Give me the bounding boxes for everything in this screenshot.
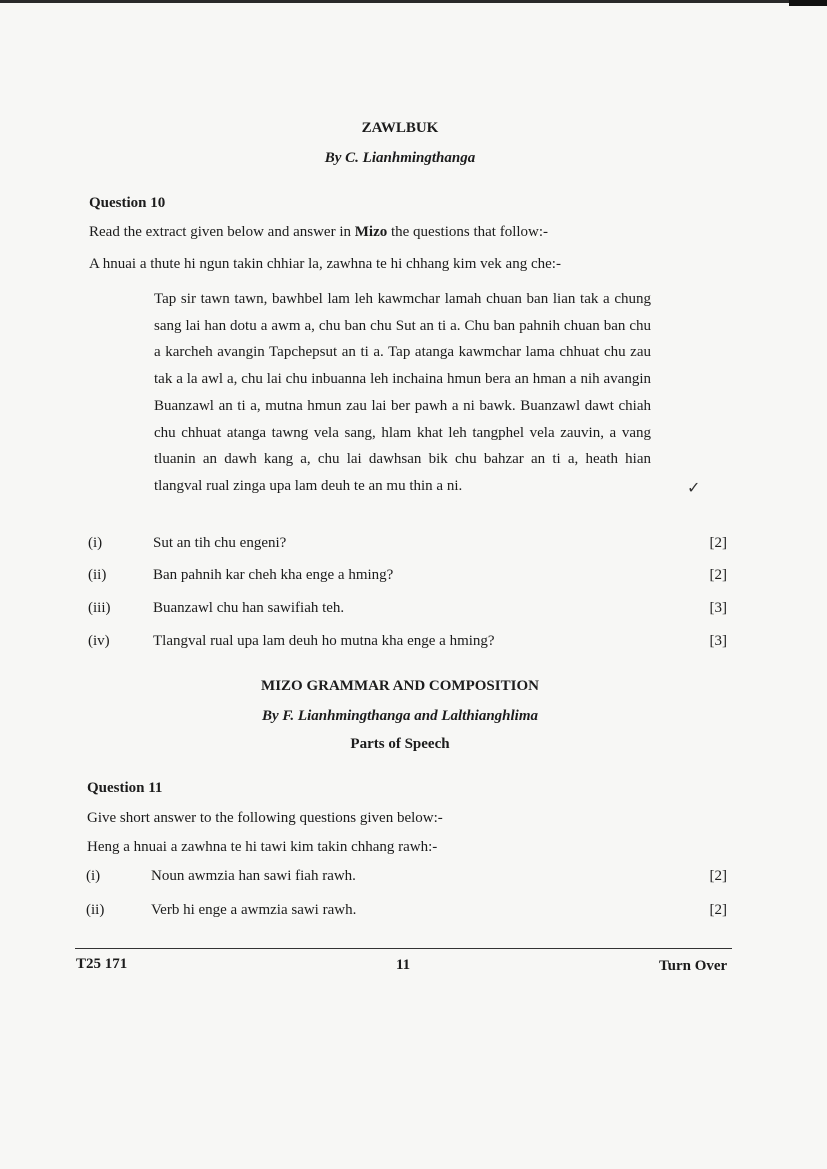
- question-marks: [2]: [709, 868, 727, 884]
- question-marks: [2]: [709, 902, 727, 918]
- page-number: 11: [396, 957, 411, 973]
- question-number: (ii): [88, 567, 107, 583]
- extract-passage: [154, 286, 651, 500]
- section-author-2: By F. Lianhmingthanga and Lalthianghlima: [261, 708, 539, 724]
- turn-over-label: Turn Over: [659, 958, 728, 974]
- question-marks: [2]: [709, 535, 727, 551]
- section-subtitle-parts-of-speech: Parts of Speech: [350, 736, 450, 752]
- check-tick-mark: ✓: [687, 480, 701, 497]
- question-number: (ii): [86, 902, 105, 918]
- question-10-instruction-mizo: A hnuai a thute hi ngun takin chhiar la, zawhna te hi chhang kim vek ang che:-: [89, 256, 561, 272]
- question-11-instruction-mizo: Heng a hnuai a zawhna te hi tawi kim takin chhang rawh:-: [87, 839, 438, 855]
- question-number: (iv): [88, 633, 110, 649]
- question-number: (i): [86, 868, 101, 884]
- instruction-text-a: Read the extract given below and answer in: [89, 224, 355, 240]
- question-11-heading: Question 11: [87, 780, 163, 796]
- question-text: Sut an tih chu engeni?: [153, 535, 287, 551]
- question-number: (i): [88, 535, 103, 551]
- top-border-rule: [0, 0, 790, 3]
- instruction-text-b: the questions that follow:-: [387, 224, 549, 240]
- question-text: Verb hi enge a awmzia sawi rawh.: [151, 902, 357, 918]
- question-number: (iii): [88, 600, 111, 616]
- question-text: Buanzawl chu han sawifiah teh.: [153, 600, 345, 616]
- footer-rule: [75, 948, 732, 949]
- paper-code: T25 171: [76, 956, 128, 972]
- question-11-instruction: Give short answer to the following questions given below:-: [87, 810, 443, 826]
- section-author-1: By C. Lianhmingthanga: [324, 150, 476, 166]
- question-text: Tlangval rual upa lam deuh ho mutna kha enge a hming?: [153, 633, 495, 649]
- passage-text: Tap sir tawn tawn, bawhbel lam leh kawmchar lamah chuan ban lian tak a chung sang lai han dotu a awm a, chu ban chu Sut an ti a. Chu ban pahnih chuan ban chu a karcheh avangin Tapchepsut an ti a. Tap atanga kawmchar lama chhuat chu zau tak a la awl a, chu lai chu inbuanna leh inchaina hmun bera an hman a nih avangin Buanzawl an ti a, mutna hmun zau lai ber pawh a ni bawk. Buanzawl dawt chiah chu chhuat atanga tawng vela sang, hlam khat leh tangphel vela zauvin, a vang tluanin an dawh kang a, chu lai dawhsan bik chu bahzar an ti a, heath hian tlangval rual zinga upa lam deuh te an mu thin a ni.: [154, 291, 651, 494]
- top-corner-mark: [789, 0, 827, 6]
- instruction-text-bold: Mizo: [354, 224, 388, 240]
- question-10-instruction: [89, 224, 548, 241]
- section-title-zawlbuk: ZAWLBUK: [361, 120, 439, 136]
- question-marks: [3]: [709, 633, 727, 649]
- question-10-heading: Question 10: [89, 195, 166, 211]
- question-marks: [3]: [709, 600, 727, 616]
- question-marks: [2]: [709, 567, 727, 583]
- section-title-grammar: MIZO GRAMMAR AND COMPOSITION: [261, 678, 539, 694]
- question-text: Noun awmzia han sawi fiah rawh.: [151, 868, 356, 884]
- question-text: Ban pahnih kar cheh kha enge a hming?: [153, 567, 394, 583]
